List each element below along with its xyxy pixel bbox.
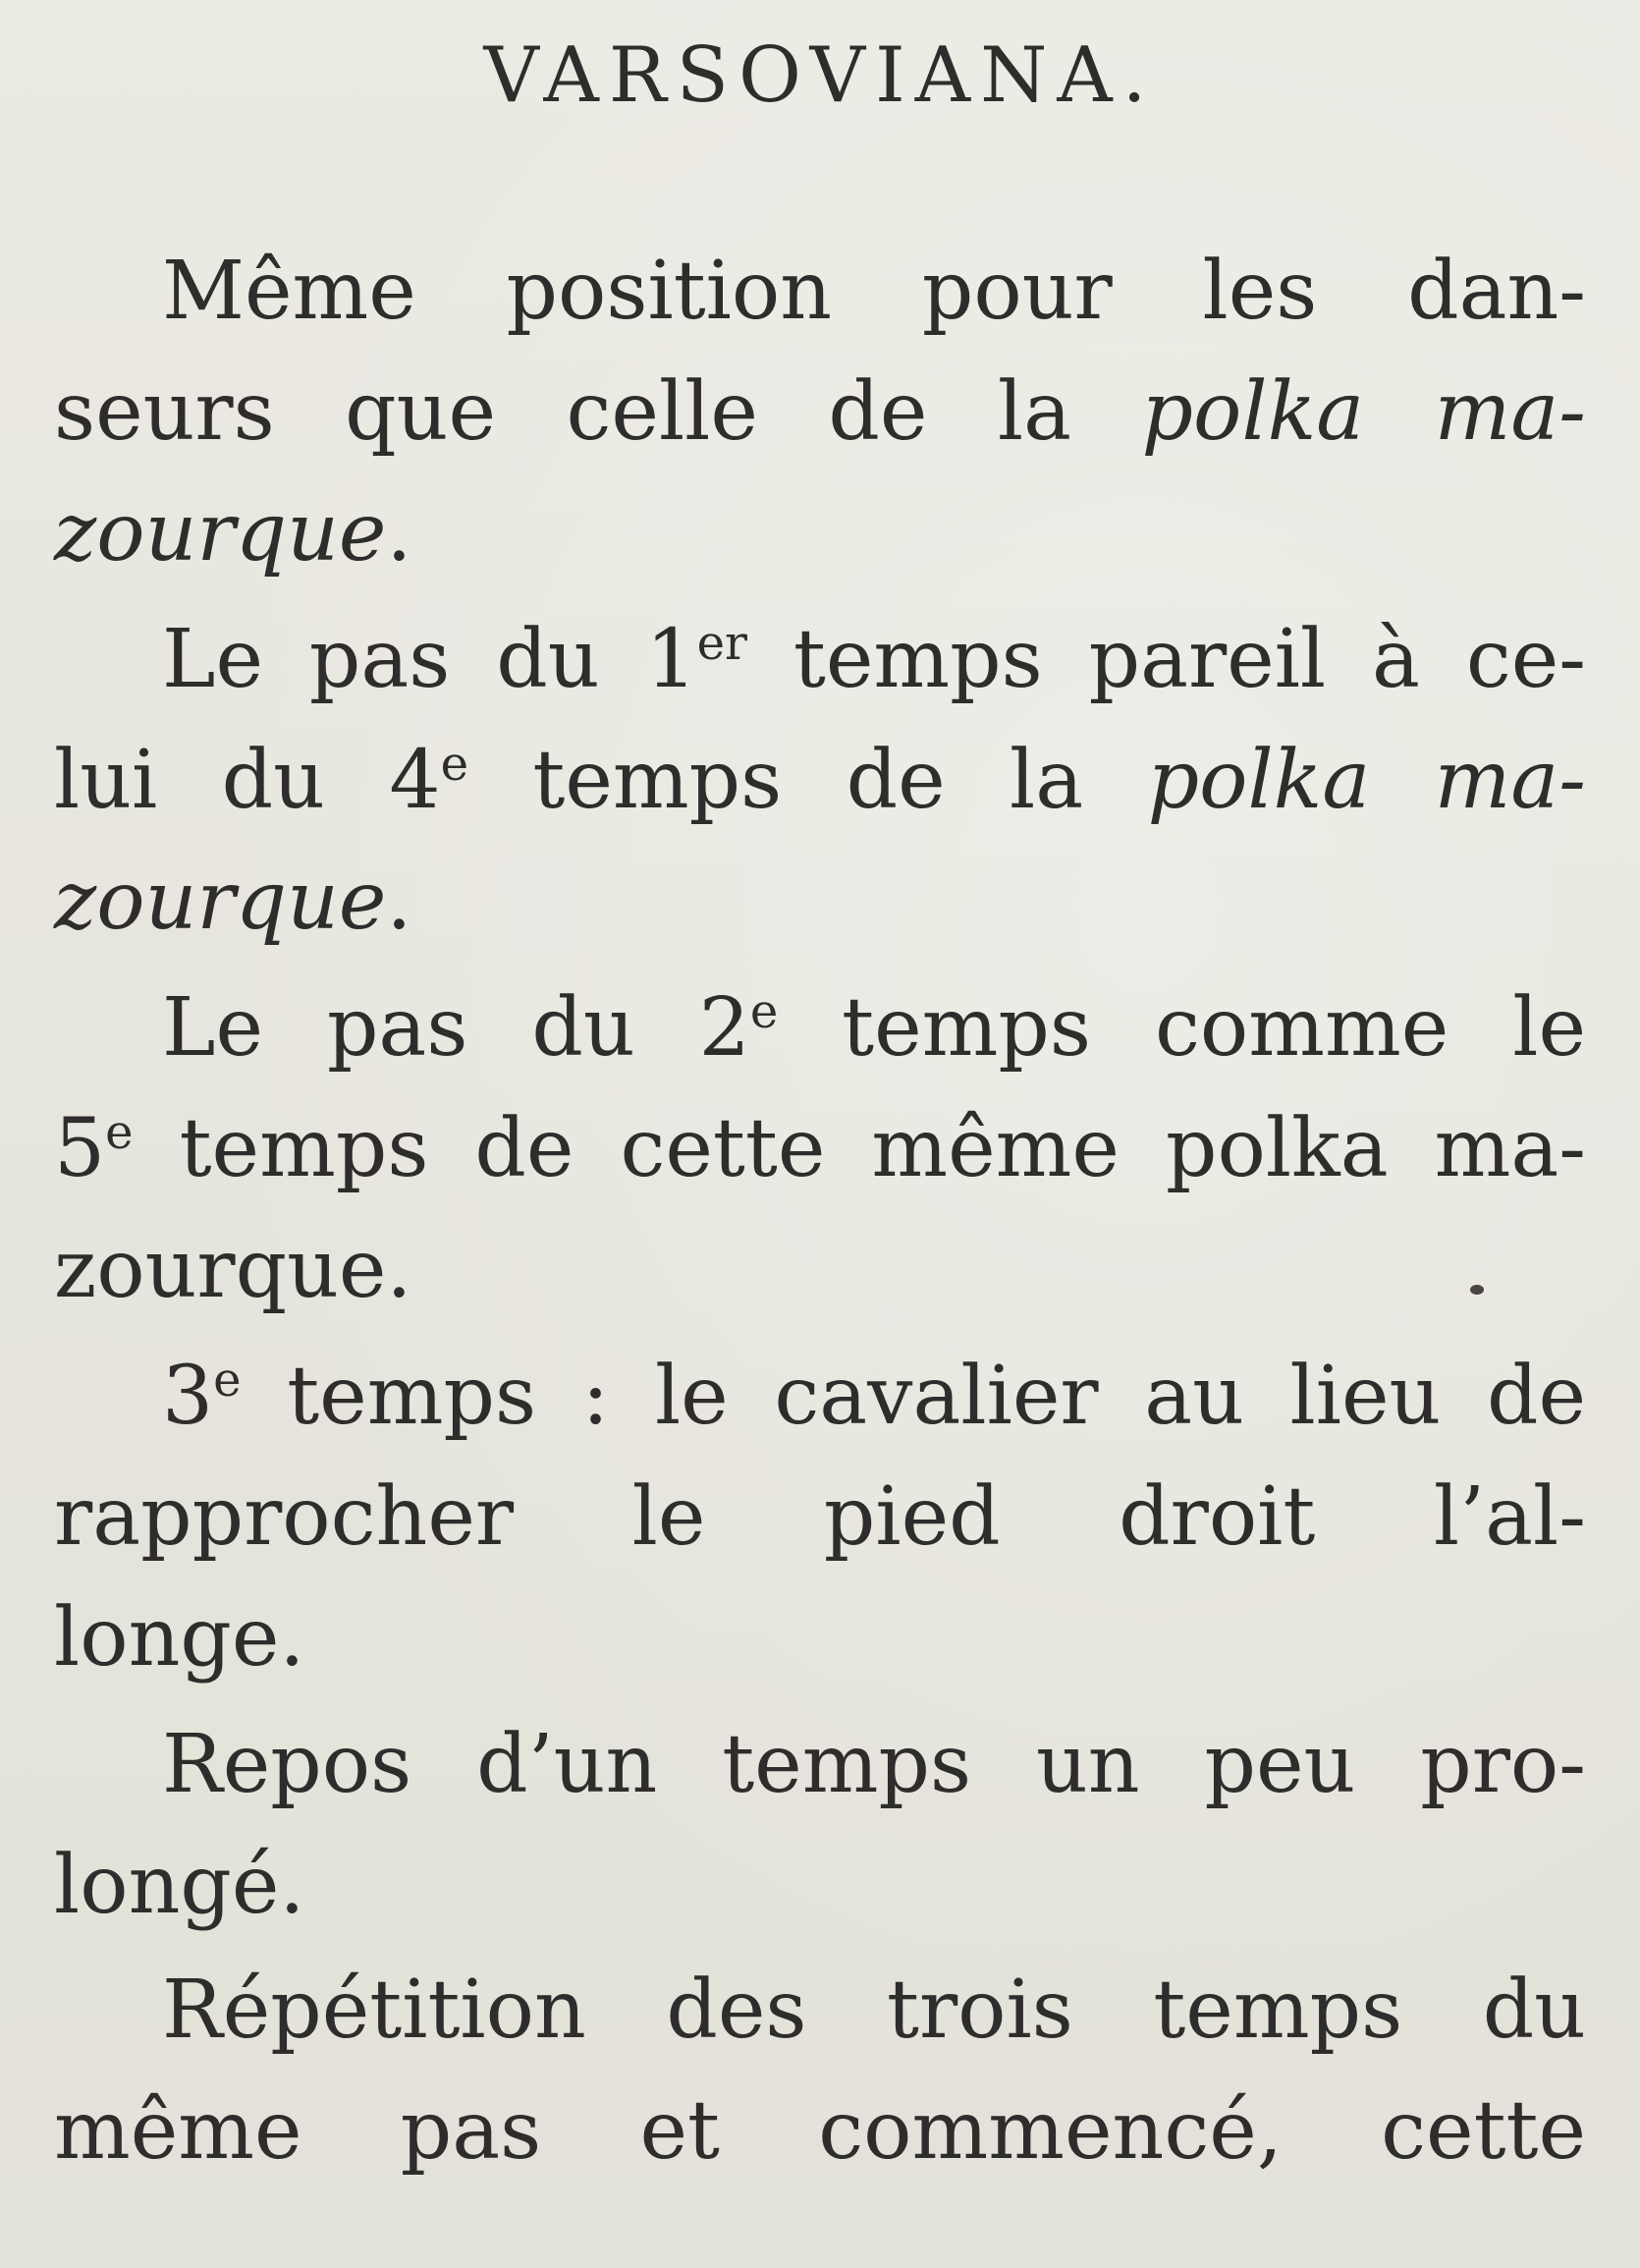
paragraph-6	[54, 1950, 1586, 2191]
paragraph-line	[54, 472, 1586, 593]
line-text: 5	[54, 1102, 106, 1195]
ordinal-superscript: e	[749, 984, 779, 1039]
paragraph-line	[54, 1209, 1586, 1330]
paragraph-line	[54, 1704, 1586, 1825]
italic-term: zourque	[54, 855, 387, 948]
line-text: temps comme le	[778, 981, 1586, 1075]
line-text: Répétition des trois temps du	[162, 1964, 1586, 2057]
paragraph-line	[54, 720, 1586, 841]
line-text: temps de la	[467, 734, 1148, 827]
line-text: Le pas du 1	[162, 613, 697, 706]
line-text: Le pas du 2	[162, 981, 750, 1075]
line-text: rapprocher le pied droit l’al-	[54, 1470, 1586, 1564]
ink-speck	[1470, 1285, 1484, 1295]
ordinal-superscript: e	[105, 1105, 134, 1160]
paragraph-4	[54, 1336, 1586, 1698]
paragraph-line	[54, 1950, 1586, 2071]
line-text: même pas et commencé, cette	[54, 2084, 1586, 2178]
paragraph-3	[54, 968, 1586, 1330]
italic-term: polka ma-	[1141, 365, 1587, 459]
paragraph-line	[54, 231, 1586, 352]
line-text: .	[386, 855, 412, 948]
italic-term: zourque	[54, 486, 387, 580]
ordinal-superscript: e	[213, 1353, 242, 1408]
ordinal-superscript: e	[440, 737, 468, 792]
line-text: Repos d’un temps un peu pro-	[162, 1718, 1586, 1811]
line-text: temps de cette même polka ma-	[133, 1102, 1586, 1195]
line-text: seurs que celle de la	[54, 365, 1142, 459]
paragraph-2	[54, 599, 1586, 962]
line-text: longé.	[54, 1839, 305, 1932]
paragraph-line	[54, 352, 1586, 472]
paragraph-line	[54, 599, 1586, 720]
line-text: .	[386, 486, 412, 580]
line-text: 3	[162, 1350, 214, 1443]
line-text: longe.	[54, 1591, 305, 1685]
line-text: temps pareil à ce-	[746, 613, 1586, 706]
line-text: temps : le cavalier au lieu de	[241, 1350, 1586, 1443]
paragraph-line	[54, 1825, 1586, 1946]
page-title: VARSOVIANA.	[483, 31, 1157, 120]
paragraph-5	[54, 1704, 1586, 1946]
line-text: lui du 4	[54, 734, 441, 827]
paragraph-1	[54, 231, 1586, 593]
line-text: Même position pour les dan-	[162, 245, 1586, 338]
paragraph-line	[54, 2071, 1586, 2191]
paragraph-line	[54, 1577, 1586, 1698]
paragraph-line	[54, 841, 1586, 962]
paragraph-line	[54, 968, 1586, 1088]
italic-term: polka ma-	[1147, 734, 1587, 827]
paragraph-line	[54, 1457, 1586, 1577]
paragraph-line	[54, 1336, 1586, 1457]
paragraph-line	[54, 1088, 1586, 1209]
ordinal-superscript: er	[696, 616, 747, 671]
line-text: zourque.	[54, 1223, 412, 1316]
